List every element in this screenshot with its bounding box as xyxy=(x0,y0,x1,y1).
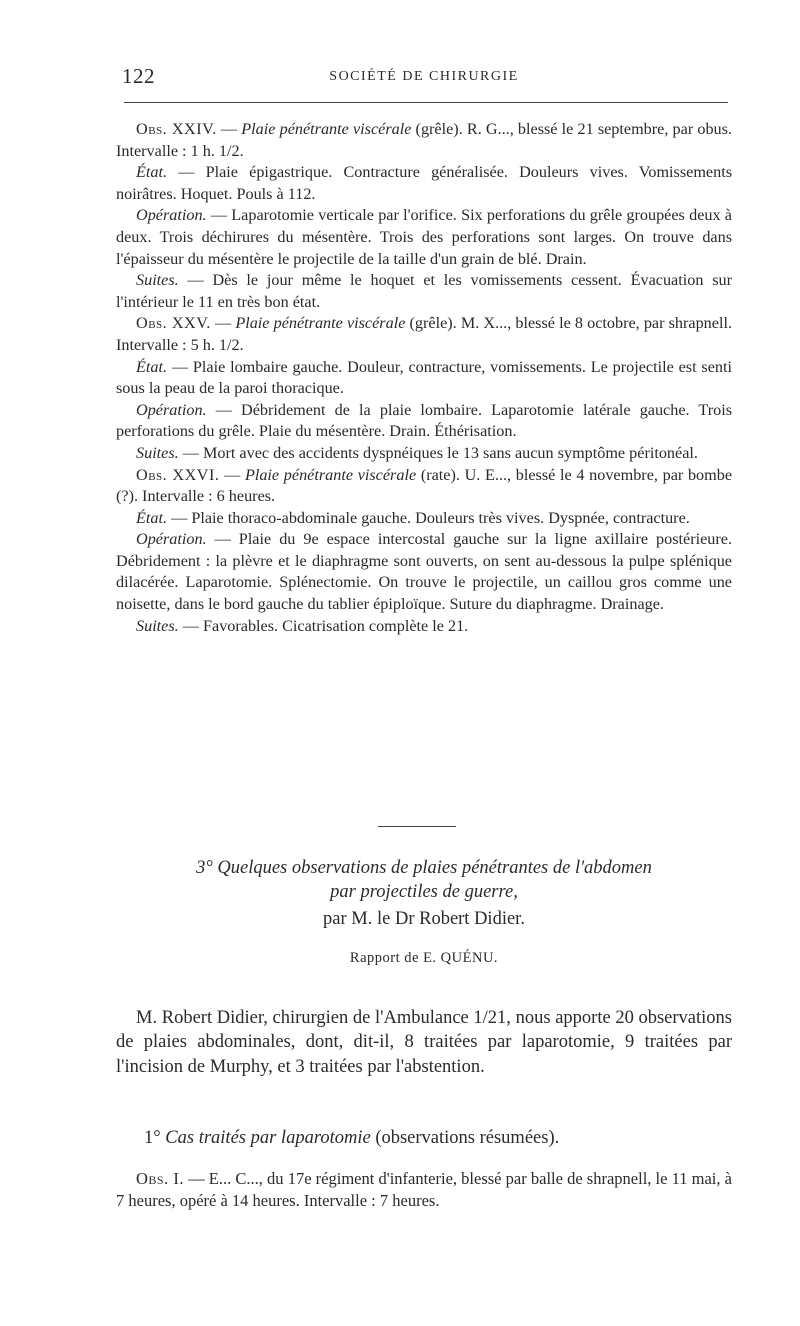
operation-label: Opération. xyxy=(136,206,207,225)
section-heading xyxy=(116,856,732,967)
etat-text: — Plaie thoraco-abdominale gauche. Douleurs très vives. Dyspnée, contracture. xyxy=(167,508,690,527)
obs-xxv-etat xyxy=(116,357,732,400)
obs-i-paragraph xyxy=(116,1168,732,1212)
observations-section xyxy=(116,119,732,637)
operation-text: — Plaie du 9e espace intercostal gauche sur la ligne axillaire postérieure. Débridement : la plèvre et le diaphragme sont ouverts, on sent au-dessous la pulpe splénique dilacérée. Laparotomie. Splénectomie. On trouve le projectile, un caillou gros comme une noisette, dans le bord gauche du tablier épiploïque. Suture du diaphragme. Drainage. xyxy=(116,530,732,614)
dash: — xyxy=(216,120,242,138)
page-number: 122 xyxy=(122,64,155,88)
report-credit: Rapport de E. QUÉNU. xyxy=(349,950,499,966)
operation-label: Opération. xyxy=(136,400,207,419)
obs-title: Plaie pénétrante viscérale xyxy=(241,120,412,138)
etat-text: — Plaie lombaire gauche. Douleur, contracture, vomissements. Le projectile est senti sous la peau de la paroi thoracique. xyxy=(116,357,732,398)
etat-label: État. xyxy=(136,357,168,376)
suites-label: Suites. xyxy=(136,271,179,290)
etat-label: État. xyxy=(136,508,168,527)
obs-xxvi-suites xyxy=(116,616,732,638)
obs-xxiv-suites xyxy=(116,270,732,313)
suites-text: — Dès le jour même le hoquet et les vomissements cessent. Évacuation sur l'intérieur le 11 en très bon état. xyxy=(116,271,732,311)
obs-label: Obs. XXV. xyxy=(136,314,211,333)
intro-paragraph: M. Robert Didier, chirurgien de l'Ambulance 1/21, nous apporte 20 observations de plaies abdominales, dont, dit-il, 8 traitées par laparotomie, 9 traitées par l'incision de Murphy, et 3 traitées par l'abstention. xyxy=(116,1008,732,1077)
suites-text: — Mort avec des accidents dyspnéiques le 13 sans aucun symptôme péritonéal. xyxy=(178,443,698,462)
section-author: par M. le Dr Robert Didier. xyxy=(323,909,525,929)
section-separator xyxy=(378,826,456,827)
section-title-line-2: par projectiles de guerre, xyxy=(330,882,518,902)
obs-title: Plaie pénétrante viscérale xyxy=(235,314,406,333)
obs-label: Obs. XXVI. xyxy=(136,465,220,484)
subheading-title: Cas traités par laparotomie xyxy=(165,1128,371,1148)
obs-xxvi-intro xyxy=(116,465,732,508)
obs-label: Obs. XXIV. xyxy=(136,120,217,138)
obs-xxiv-etat xyxy=(116,162,732,205)
operation-text: — Débridement de la plaie lombaire. Laparotomie latérale gauche. Trois perforations du grêle. Plaie du mésentère. Drain. Éthérisation. xyxy=(116,400,732,441)
obs-label: Obs. I. xyxy=(136,1169,184,1188)
obs-text: (grêle). M. X..., blessé le 8 octobre, par shrapnell. Intervalle : 5 h. 1/2. xyxy=(116,314,733,354)
operation-label: Opération. xyxy=(136,530,207,549)
operation-text: — Laparotomie verticale par l'orifice. Six perforations du grêle groupées deux à deux. Trois déchirures du mésentère. Trois des perforations sont larges. On trouve dans l'épaisseur du mésentère le projectile de la taille d'un grain de blé. Drain. xyxy=(116,206,732,268)
obs-text: (rate). U. E..., blessé le 4 novembre, par bombe (?). Intervalle : 6 heures. xyxy=(116,465,733,506)
obs-xxiv-operation xyxy=(116,205,732,270)
subheading-number: 1° xyxy=(144,1128,161,1148)
etat-text: — Plaie épigastrique. Contracture généralisée. Douleurs vives. Vomissements noirâtres. Hoquet. Pouls à 112. xyxy=(116,163,732,203)
page-header xyxy=(118,60,730,100)
obs-xxv-intro xyxy=(116,313,732,356)
subheading xyxy=(144,1126,732,1150)
etat-label: État. xyxy=(136,163,168,182)
obs-text: (grêle). R. G..., blessé le 21 septembre, par obus. Intervalle : 1 h. 1/2. xyxy=(116,120,732,160)
obs-xxvi-operation xyxy=(116,529,732,615)
suites-text: — Favorables. Cicatrisation complète le 21. xyxy=(178,616,469,635)
header-rule xyxy=(124,102,728,103)
dash: — xyxy=(210,314,236,333)
obs-xxvi-etat xyxy=(116,508,732,530)
obs-text: — E... C..., du 17e régiment d'infanterie, blessé par balle de shrapnell, le 11 mai, à 7 heures, opéré à 14 heures. Intervalle : 7 heures. xyxy=(116,1169,732,1210)
obs-xxiv-intro xyxy=(116,119,732,162)
subheading-note: (observations résumées). xyxy=(370,1128,560,1148)
obs-xxv-suites xyxy=(116,443,732,465)
suites-label: Suites. xyxy=(136,616,179,635)
obs-title: Plaie pénétrante viscérale xyxy=(244,465,417,484)
obs-xxv-operation xyxy=(116,400,732,443)
suites-label: Suites. xyxy=(136,443,179,462)
section-title-line-1: 3° Quelques observations de plaies pénétrantes de l'abdomen xyxy=(196,858,652,878)
running-title: SOCIÉTÉ DE CHIRURGIE xyxy=(329,69,519,84)
dash: — xyxy=(219,465,245,484)
